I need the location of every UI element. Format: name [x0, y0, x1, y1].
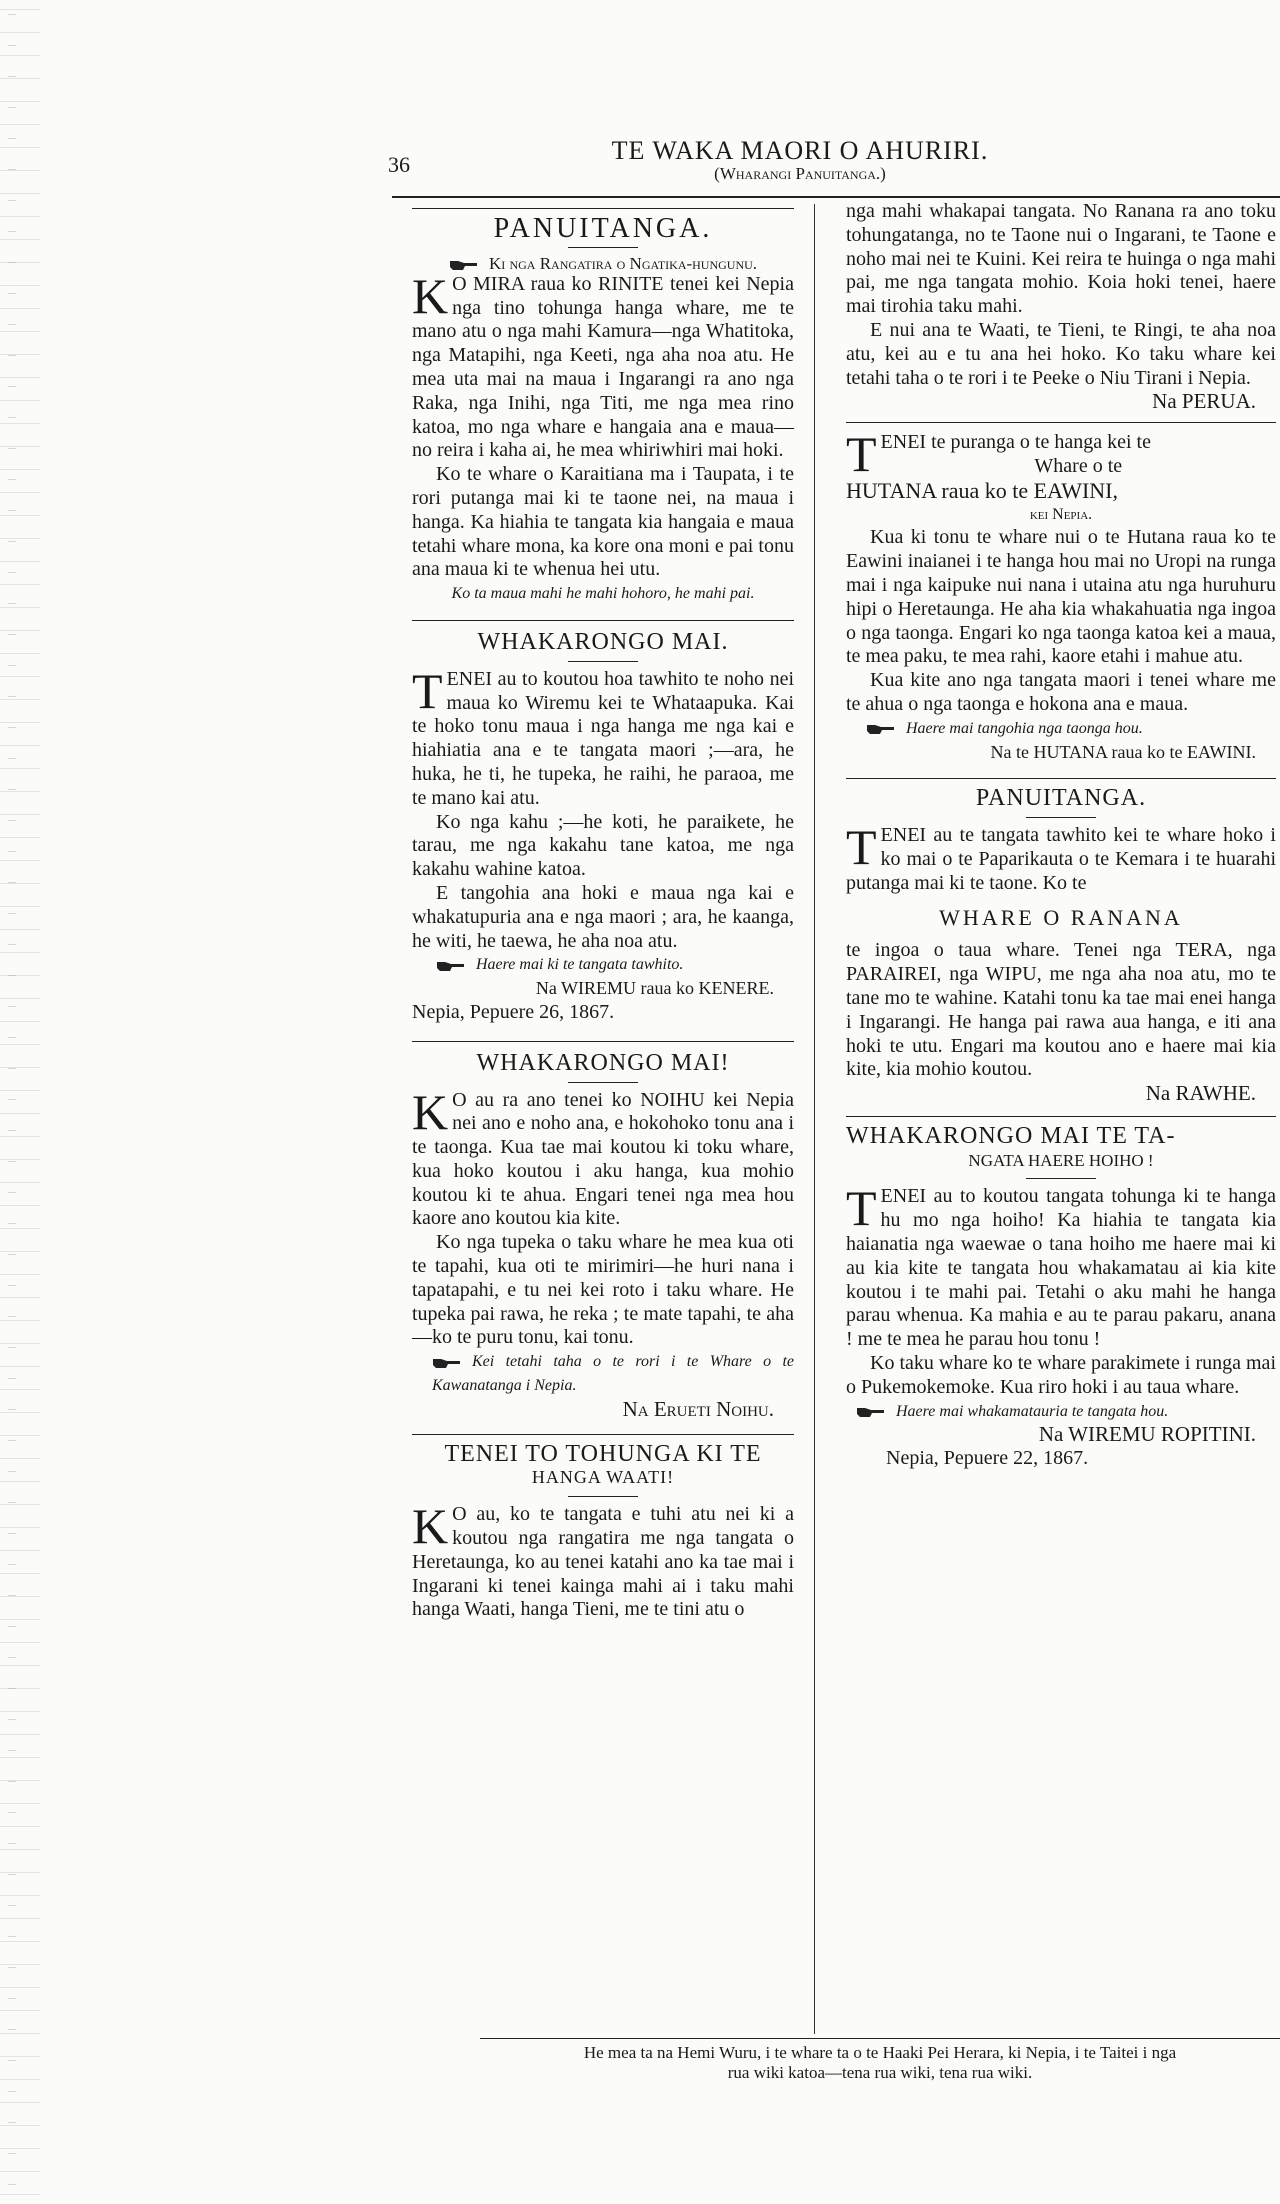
paragraph: Ko te whare o Karaitiana ma i Taupata, i te rori putanga mai ki te taone nei, na maua i hanga. Ka hiahia te tangata kia hangaia e maua tetahi whare mona, ka kore ona moni e pai tonu ana maua ki te whenua hei utu. [412, 463, 794, 581]
signature: Na te HUTANA raua ko te EAWINI. [990, 741, 1256, 762]
drop-cap: K [412, 1498, 449, 1555]
paragraph: nga mahi whakapai tangata. No Ranana ra ano toku tohungatanga, no te Taone nui o Ingarani, te Taone e noho mai nei te Kuini. Kei reira te huinga o nga mahi pai, me nga tangata mohio. Koia hoki tenei, haere mai tirohia taku mahi. [846, 200, 1276, 318]
right-column [846, 200, 1276, 1471]
notice-line: ENEI te puranga o te hanga kei te [880, 431, 1151, 454]
scan-edge [0, 0, 40, 2204]
section-rule [412, 1434, 794, 1435]
article-heading: PANUITANGA. [975, 785, 1147, 812]
arched-title: WHARE O RANANA [939, 904, 1183, 930]
section-rule [412, 620, 794, 621]
paragraph: O au ra ano tenei ko NOIHU kei Nepia nei ano e noho ana, e hokohoko tonu ana i te taonga. Kua tae mai koutou ki toku whare, kua hoko koutou i aku hanga, kua mohio koutou ki te ahua. Engari tenei nga mea hou kaore ano koutou kia kite. [412, 1088, 794, 1230]
notice-line: Whare o te [1034, 454, 1123, 477]
tagline: Haere mai ki te tangata tawhito. [476, 956, 684, 974]
section-rule [846, 778, 1276, 779]
column-divider [814, 204, 815, 2034]
article-heading: TENEI TO TOHUNGA KI TE [444, 1440, 762, 1467]
dateline: Nepia, Pepuere 26, 1867. [412, 1000, 615, 1023]
tagline: Kei tetahi taha o te rori i te Whare o te Kawanatanga i Nepia. [432, 1353, 794, 1395]
article-heading-line2: NGATA HAERE HOIHO ! [968, 1150, 1154, 1170]
short-rule [568, 661, 638, 662]
masthead-subtitle: (Wharangi Panuitanga.) [714, 164, 886, 183]
article-heading: WHAKARONGO MAI TE TA- [846, 1122, 1176, 1149]
paragraph: Kua kite ano nga tangata maori i tenei whare me te ahua o nga taonga e hokona ana e maua. [846, 669, 1276, 715]
header-rule [392, 196, 1280, 198]
drop-cap: T [846, 426, 877, 483]
article-heading-line2: HANGA WAATI! [531, 1467, 675, 1488]
pointing-hand-icon [432, 1356, 462, 1370]
signature: Na RAWHE. [1145, 1081, 1256, 1106]
paragraph: ENEI au to koutou tangata tohunga ki te hanga hu mo nga hoiho! Ka hiahia te tangata kia haianatia nga waewae o tana hoiho me haere mai ki au kia kite te tangata hou whakamatau ai kia kite koutou i te mahi pai. Tetahi o aku mahi he hanga parau whenua. Ka mahia e au te parau pakaru, anana ! me te mea he parau hou tonu ! [846, 1185, 1276, 1351]
short-rule [568, 1082, 638, 1083]
dateline: Nepia, Pepuere 22, 1867. [886, 1447, 1089, 1470]
drop-cap: T [846, 1180, 877, 1237]
article-subheading: Ki nga Rangatira o Ngatika-hungunu. [488, 253, 758, 273]
drop-cap: K [412, 267, 449, 324]
imprint-line-2: rua wiki katoa—tena rua wiki, tena rua wiki. [727, 2063, 1033, 2082]
signature: Na PERUA. [1152, 389, 1256, 414]
pointing-hand-icon [856, 1405, 886, 1419]
signature: Na WIREMU raua ko KENERE. [535, 978, 774, 999]
section-rule [412, 208, 794, 209]
paragraph: ENEI au te tangata tawhito kei te whare hoko i ko mai o te Paparikauta o te Kemara i te huarahi putanga mai ki te taone. Ko te [846, 824, 1276, 894]
imprint-line: He mea ta na Hemi Wuru, i te whare ta o te Haaki Pei Herara, ki Nepia, i te Taitei i nga [583, 2043, 1177, 2062]
paragraph: Ko taku whare ko te whare parakimete i runga mai o Pukemokemoke. Kua riro hoki i au taua whare. [846, 1352, 1276, 1398]
section-rule [846, 422, 1276, 423]
drop-cap: T [412, 662, 443, 719]
paragraph: O au, ko te tangata e tuhi atu nei ki a koutou nga rangatira me nga tangata o Heretaunga, ko au tenei katahi ano ka tae mai i Ingarani ki tenei kainga mahi ai i taku mahi hanga Waati, hanga Tieni, me te tini atu o [412, 1503, 794, 1621]
scan-edge-marks [8, 0, 16, 2204]
left-column [412, 200, 794, 1622]
short-rule [1026, 1178, 1096, 1179]
short-rule [568, 1496, 638, 1497]
paragraph: te ingoa o taua whare. Tenei nga TERA, nga PARAIREI, nga WIPU, me nga aha noa atu, mo te tane mo te wahine. Katahi tonu ka tae mai enei hanga i Ingarangi. He hanga pai rawa aua hanga, e iti ana hoki te utu. Engari ma koutou ano e haere mai kia kite, kia mohio koutou. [846, 939, 1276, 1081]
signature: Na Erueti Noihu. [622, 1396, 774, 1421]
page-number: 36 [388, 152, 410, 177]
paragraph: E nui ana te Waati, te Tieni, te Ringi, te aha noa atu, kei au e tu ana hei hoko. Ko taku whare kei tetahi taha o te rori i te Peeke o Niu Tirani i Nepia. [846, 318, 1276, 389]
pointing-hand-icon [436, 959, 466, 973]
masthead [560, 136, 1040, 184]
masthead-title: TE WAKA MAORI O AHURIRI. [611, 136, 989, 165]
paragraph: Kua ki tonu te whare nui o te Hutana raua ko te Eawini inaianei i te hanga hou mai no Uropi na runga mai i nga kaipuke nui nana i utaina atu nga huruhuru hipi o Heretaunga. He aha kia whakahuatia nga ingoa o nga taonga. Engari ko nga taonga katoa kei a maua, te mea paku, te mea rahi, kaore etahi i mahue atu. [846, 526, 1276, 668]
notice-title: HUTANA raua ko te EAWINI, [846, 477, 1119, 503]
paragraph: Ko nga kahu ;—he koti, he paraikete, he tarau, me nga kakahu tane katoa, me nga kakahu wahine katoa. [412, 810, 794, 881]
paragraph: E tangohia ana hoki e maua nga kai e whakatupuria ana e nga maori ; ara, he kaanga, he witi, he taewa, he aha noa atu. [412, 881, 794, 952]
tagline: Haere mai whakamatauria te tangata hou. [896, 1402, 1169, 1420]
short-rule [568, 247, 638, 248]
short-rule [1026, 817, 1096, 818]
paragraph: O MIRA raua ko RINITE tenei kei Nepia nga tino tohunga hanga whare, me te mano atu o nga mahi Kamura—nga Whatitoka, nga Matapihi, nga Keeti, nga aha noa atu. He mea uta mai na maua i Ingarangi ra ano nga Raka, nga Inihi, nga Titi, me nga mea rino katoa, mo nga whare e hangaia ana e maua—no reira i kaha ai, he mea whiriwhiri mai hoki. [412, 272, 794, 462]
article-heading: WHAKARONGO MAI! [476, 1049, 730, 1076]
section-rule [846, 1116, 1276, 1117]
pointing-hand-icon [866, 722, 896, 736]
printer-imprint [480, 2038, 1280, 2083]
drop-cap: T [846, 819, 877, 876]
article-heading: PANUITANGA. [493, 213, 713, 244]
paragraph: ENEI au to koutou hoa tawhito te noho nei maua ko Wiremu kei te Whataapuka. Kai te hoko tonu maua i nga hanga me nga kai e hiahiatia ana e te tangata maori ;—ara, he huka, he ti, he tupeka, he raihi, he paraoa, me te mano kai atu. [412, 667, 794, 809]
tagline: Haere mai tangohia nga taonga hou. [906, 719, 1143, 737]
signature: Na WIREMU ROPITINI. [1038, 1422, 1256, 1447]
pointing-hand-icon [449, 258, 479, 272]
section-rule [412, 1041, 794, 1042]
article-heading: WHAKARONGO MAI. [477, 628, 729, 655]
drop-cap: K [412, 1083, 449, 1140]
notice-line: kei Nepia. [1029, 505, 1093, 523]
tagline: Ko ta maua mahi he mahi hohoro, he mahi pai. [451, 585, 755, 603]
footer-rule [480, 2038, 1280, 2039]
paragraph: Ko nga tupeka o taku whare he mea kua oti te tapahi, kua oti te mirimiri—he huri nana i tapatapahi, e tu nei kei roto i taku whare. He tupeka pai rawa, he reka ; te mate tapahi, te aha—ko te puru tonu, kai tonu. [412, 1231, 794, 1349]
